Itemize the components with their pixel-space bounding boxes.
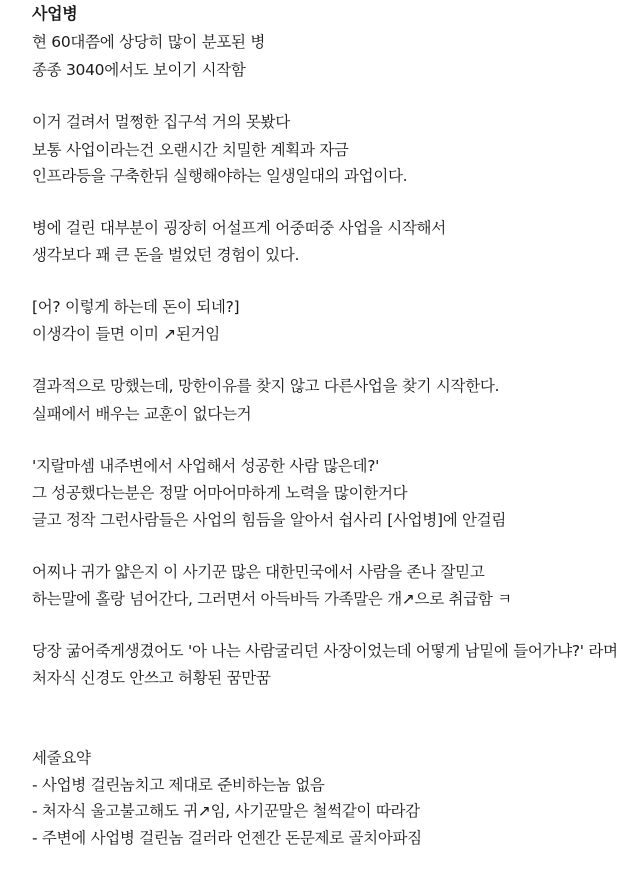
text-line: 어찌나 귀가 얇은지 이 사기꾼 많은 대한민국에서 사람을 존나 잘믿고 xyxy=(32,563,485,581)
summary-item: - 사업병 걸린놈치고 제대로 준비하는놈 없음 xyxy=(32,776,325,794)
text-line: 처자식 신경도 안쓰고 허황된 꿈만꿈 xyxy=(32,669,271,687)
text-line: 글고 정작 그런사람들은 사업의 힘듬을 알아서 쉽사리 [사업병]에 안걸림 xyxy=(32,511,507,529)
text-line: 병에 걸린 대부분이 굉장히 어설프게 어중떠중 사업을 시작해서 xyxy=(32,219,446,237)
text-line: 당장 굶어죽게생겼어도 '아 나는 사람굴리던 사장이었는데 어떻게 남밑에 들어가냐?' 라며 xyxy=(32,642,618,660)
summary-item: - 처자식 울고불고해도 귀↗임, 사기꾼말은 철썩같이 따라감 xyxy=(32,802,420,820)
text-line: [어? 이렇게 하는데 돈이 되네?] xyxy=(32,298,240,316)
summary-heading: 세줄요약 xyxy=(32,749,91,767)
text-line: 이생각이 들면 이미 ↗된거임 xyxy=(32,325,220,343)
text-line: '지랄마셈 내주변에서 사업해서 성공한 사람 많은데?' xyxy=(32,457,380,475)
text-line: 결과적으로 망했는데, 망한이유를 찾지 않고 다른사업을 찾기 시작한다. xyxy=(32,377,500,395)
text-line: 종종 3040에서도 보이기 시작함 xyxy=(32,61,246,79)
text-line: 보통 사업이라는건 오랜시간 치밀한 계획과 자금 xyxy=(32,141,349,159)
text-line: 이거 걸려서 멀쩡한 집구석 거의 못봤다 xyxy=(32,113,290,131)
text-line: 하는말에 홀랑 넘어간다, 그러면서 아득바득 가족말은 개↗으로 취급함 ㅋ xyxy=(32,590,512,608)
document-title: 사업병 xyxy=(32,4,78,23)
text-line: 현 60대쯤에 상당히 많이 분포된 병 xyxy=(32,33,266,51)
text-line: 실패에서 배우는 교훈이 없다는거 xyxy=(32,405,252,423)
text-line: 생각보다 꽤 큰 돈을 벌었던 경험이 있다. xyxy=(32,246,300,264)
text-line: 그 성공했다는분은 정말 어마어마하게 노력을 많이한거다 xyxy=(32,484,408,502)
summary-item: - 주변에 사업병 걸린놈 걸러라 언젠간 돈문제로 골치아파짐 xyxy=(32,829,422,847)
text-line: 인프라등을 구축한뒤 실행해야하는 일생일대의 과업이다. xyxy=(32,167,408,185)
